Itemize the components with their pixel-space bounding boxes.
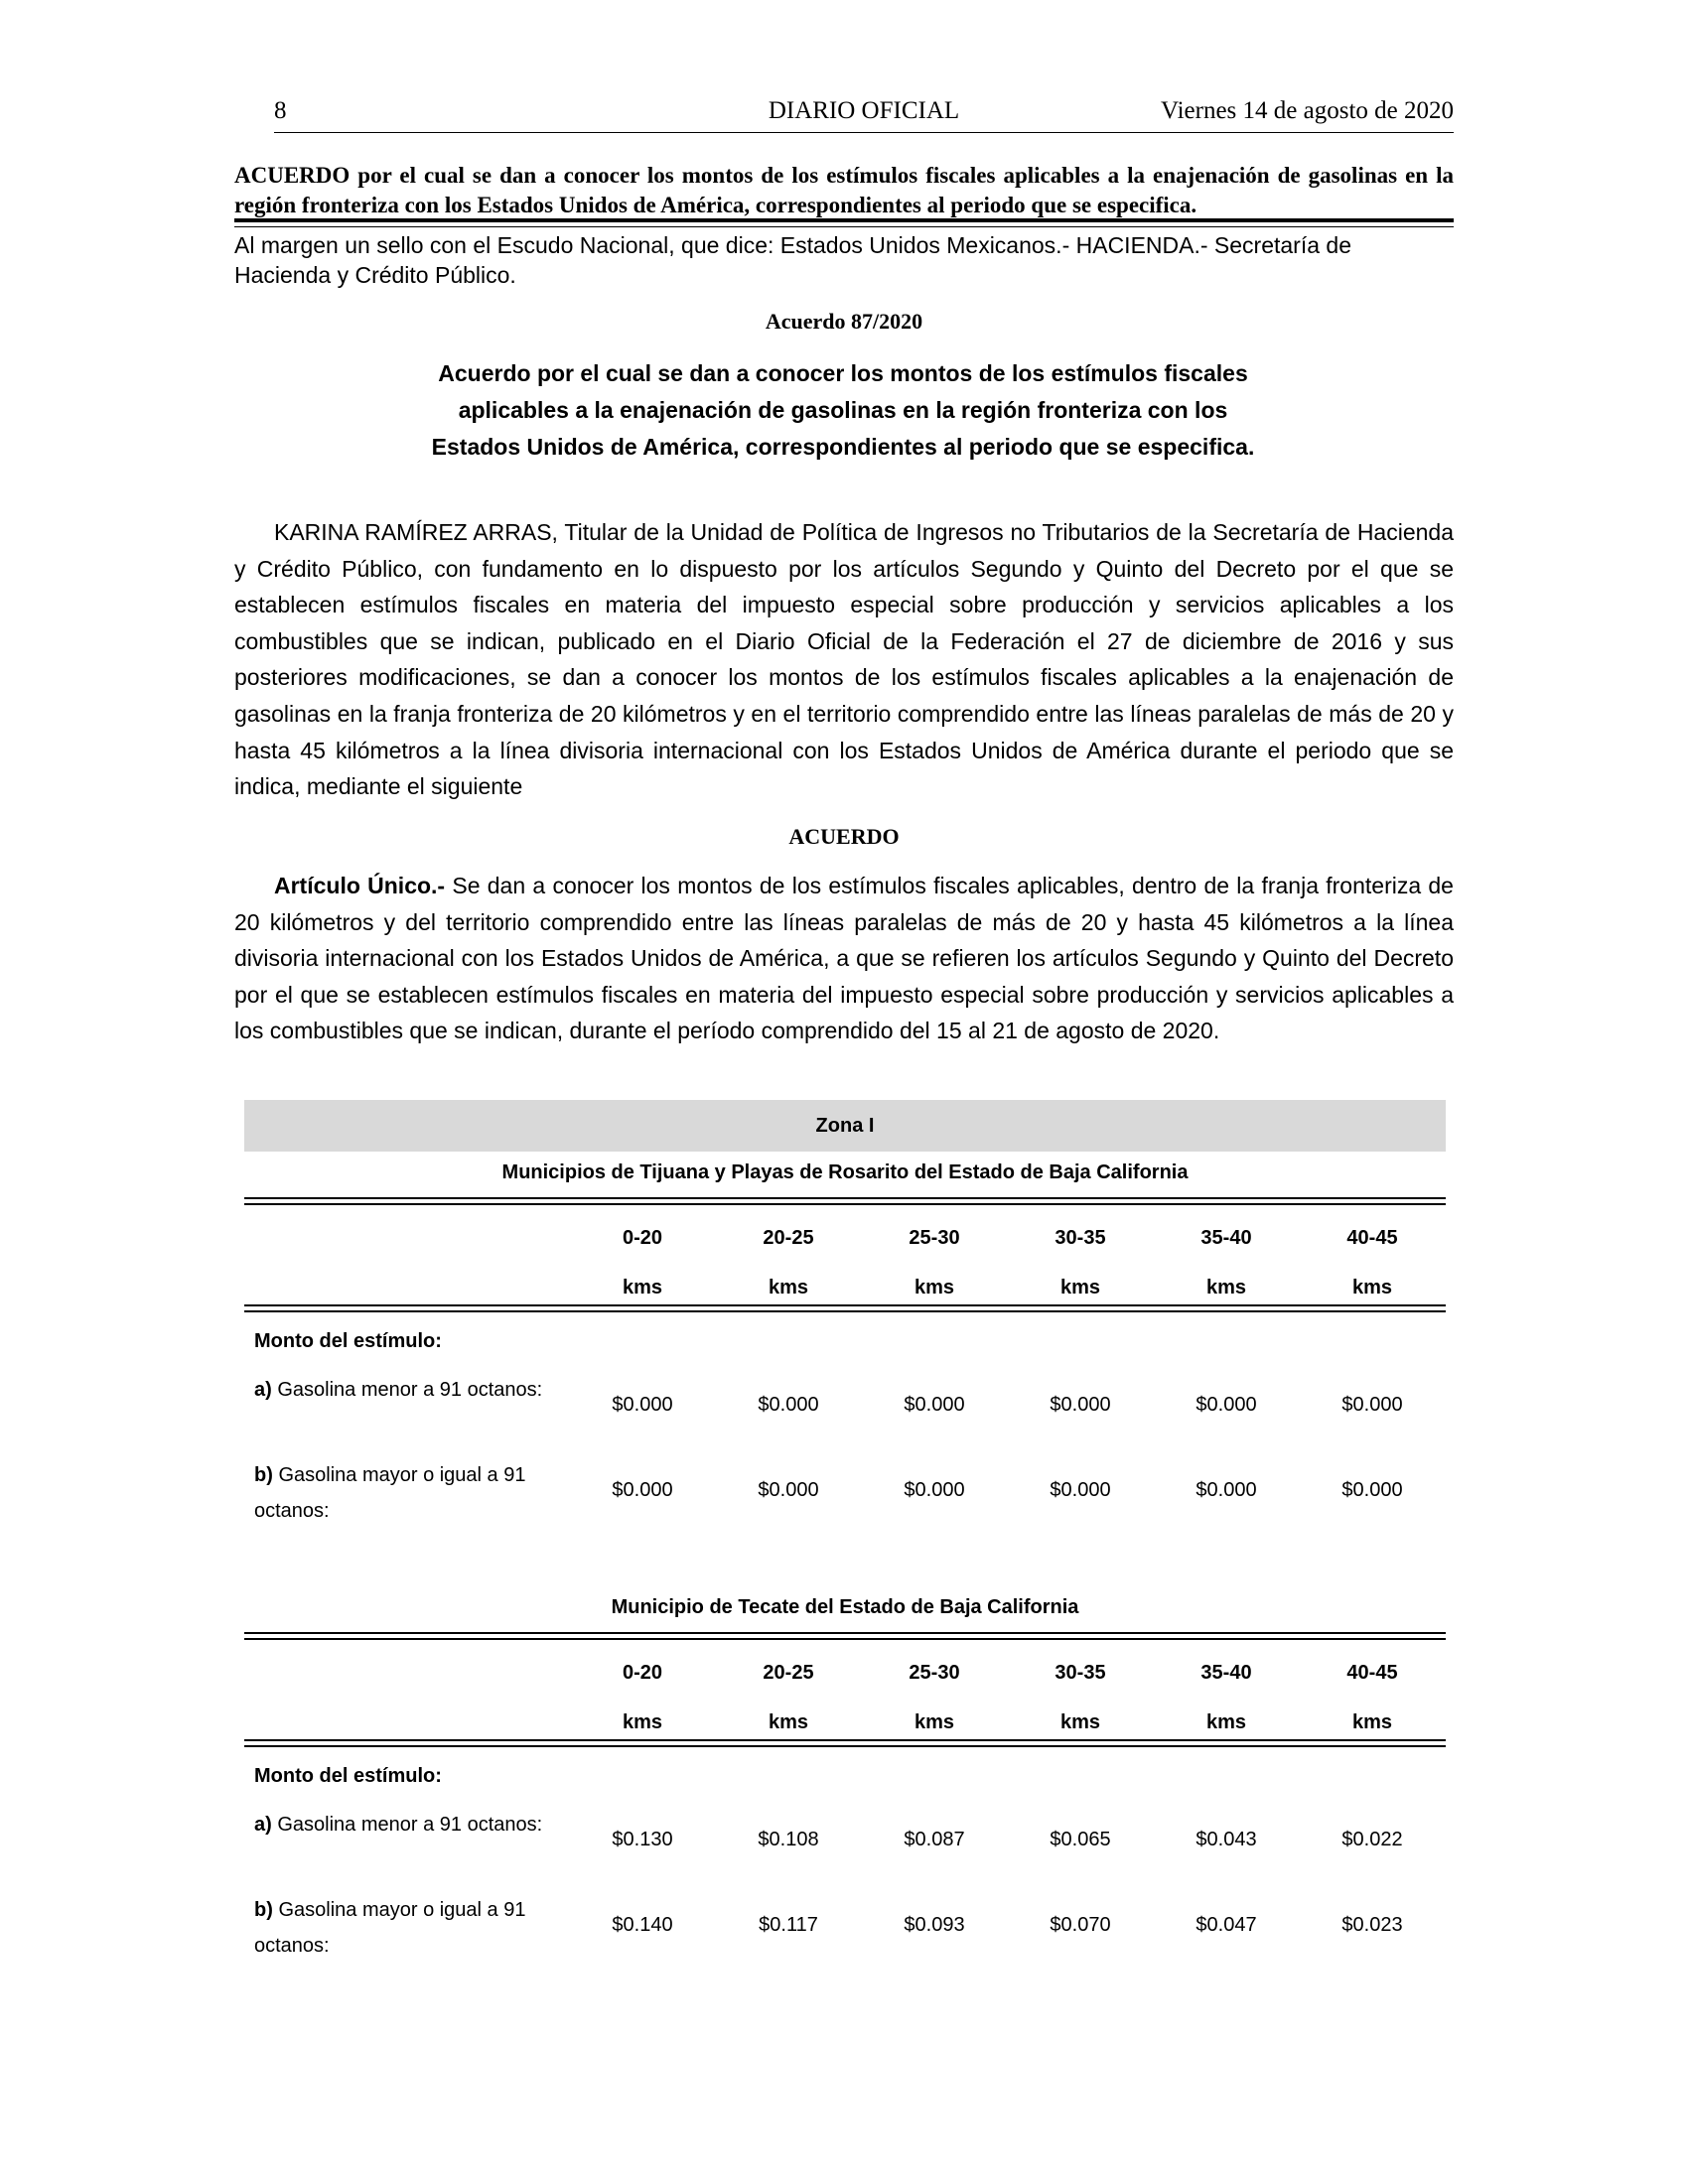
page-number: 8	[274, 97, 287, 124]
publication-name: DIARIO OFICIAL	[768, 97, 960, 124]
row-label-body: Gasolina menor a 91 octanos:	[271, 1814, 543, 1836]
stimulus-value: $0.022	[1341, 1829, 1403, 1850]
stimulus-value: $0.043	[1196, 1829, 1257, 1850]
column-unit: kms	[768, 1711, 809, 1733]
column-unit: kms	[1351, 1277, 1393, 1298]
stimulus-value: $0.070	[1050, 1914, 1111, 1936]
column-range: 20-25	[763, 1227, 814, 1249]
table-title: Municipios de Tijuana y Playas de Rosarito del Estado de Baja California	[501, 1161, 1189, 1183]
table-header-rule	[244, 1304, 1446, 1312]
article-label: Artículo Único.-	[274, 873, 446, 898]
row-prefix: a)	[254, 1379, 272, 1401]
column-unit: kms	[914, 1711, 955, 1733]
table-row-label	[254, 1457, 557, 1529]
margin-note: Al margen un sello con el Escudo Nacional, que dice: Estados Unidos Mexicanos.- HACIENDA.- Secretaría de Hacienda y Crédito Público.	[234, 232, 1351, 288]
column-unit: kms	[622, 1711, 663, 1733]
header-rule	[274, 132, 1454, 133]
table-header-rule	[244, 1739, 1446, 1747]
stimulus-value: $0.000	[1196, 1394, 1257, 1416]
title-rule	[234, 218, 1454, 222]
column-range: 25-30	[909, 1227, 960, 1249]
stimulus-value: $0.023	[1341, 1914, 1403, 1936]
column-unit: kms	[768, 1277, 809, 1298]
table-title: Municipio de Tecate del Estado de Baja California	[611, 1596, 1079, 1618]
stimulus-value: $0.108	[758, 1829, 819, 1850]
column-unit: kms	[622, 1277, 663, 1298]
stimulus-value: $0.065	[1050, 1829, 1111, 1850]
row-label-body: Gasolina mayor o igual a 91 octanos:	[254, 1464, 526, 1522]
stimulus-value: $0.130	[612, 1829, 673, 1850]
table-row-label	[254, 1892, 557, 1964]
column-unit: kms	[1205, 1711, 1247, 1733]
row-prefix: b)	[254, 1464, 273, 1486]
publication-date: Viernes 14 de agosto de 2020	[1161, 97, 1454, 124]
stimulus-value: $0.000	[1341, 1394, 1403, 1416]
column-range: 0-20	[622, 1662, 663, 1684]
preamble-paragraph: KARINA RAMÍREZ ARRAS, Titular de la Unidad de Política de Ingresos no Tributarios de la Secretaría de Hacienda y Crédito Público, con fundamento en lo dispuesto por los artículos Segundo y Quinto del Decreto por el que se establecen estímulos fiscales en materia del impuesto especial sobre producción y servicios aplicables a los combustibles que se indican, publicado en el Diario Oficial de la Federación el 27 de diciembre de 2016 y sus posteriores modificaciones, se dan a conocer los montos de los estímulos fiscales aplicables a la enajenación de gasolinas en la franja fronteriza de 20 kilómetros y en el territorio comprendido entre las líneas paralelas de más de 20 y hasta 45 kilómetros a la línea divisoria internacional con los Estados Unidos de América durante el periodo que se indica, mediante el siguiente	[234, 519, 1454, 800]
row-prefix: a)	[254, 1814, 272, 1836]
column-range: 20-25	[763, 1662, 814, 1684]
column-unit: kms	[1059, 1711, 1101, 1733]
running-header	[274, 97, 1454, 131]
column-unit: kms	[1059, 1277, 1101, 1298]
summary-title: ACUERDO por el cual se dan a conocer los montos de los estímulos fiscales aplicables a la enajenación de gasolinas en la región fronteriza con los Estados Unidos de América, correspondientes al periodo que se especifica.	[234, 163, 1454, 217]
column-range: 35-40	[1200, 1662, 1252, 1684]
monto-label: Monto del estímulo:	[254, 1330, 442, 1352]
stimulus-value: $0.140	[612, 1914, 673, 1936]
column-range: 30-35	[1055, 1662, 1106, 1684]
stimulus-value: $0.047	[1196, 1914, 1257, 1936]
stimulus-value: $0.000	[612, 1479, 673, 1501]
column-range: 30-35	[1055, 1227, 1106, 1249]
stimulus-value: $0.000	[904, 1479, 965, 1501]
column-range: 35-40	[1200, 1227, 1252, 1249]
stimulus-value: $0.093	[904, 1914, 965, 1936]
table-top-rule	[244, 1632, 1446, 1640]
column-range: 40-45	[1346, 1227, 1398, 1249]
stimulus-value: $0.000	[1196, 1479, 1257, 1501]
zone-header: Zona I	[244, 1100, 1446, 1152]
column-range: 25-30	[909, 1662, 960, 1684]
column-range: 0-20	[622, 1227, 663, 1249]
acuerdo-heading: ACUERDO	[788, 824, 900, 849]
monto-label: Monto del estímulo:	[254, 1765, 442, 1787]
column-unit: kms	[914, 1277, 955, 1298]
column-range: 40-45	[1346, 1662, 1398, 1684]
agreement-number: Acuerdo 87/2020	[765, 309, 923, 334]
column-unit: kms	[1351, 1711, 1393, 1733]
stimulus-value: $0.000	[1050, 1394, 1111, 1416]
stimulus-value: $0.117	[759, 1914, 818, 1936]
row-prefix: b)	[254, 1899, 273, 1921]
table-row-label	[254, 1372, 557, 1408]
stimulus-value: $0.000	[612, 1394, 673, 1416]
article-text: Se dan a conocer los montos de los estímulos fiscales aplicables, dentro de la franja fronteriza de 20 kilómetros y del territorio comprendido entre las líneas paralelas de más de 20 y hasta 45 kilómetros a la línea divisoria internacional con los Estados Unidos de América, a que se refieren los artículos Segundo y Quinto del Decreto por el que se establecen estímulos fiscales en materia del impuesto especial sobre producción y servicios aplicables a los combustibles que se indican, durante el período comprendido del 15 al 21 de agosto de 2020.	[234, 873, 1454, 1044]
table-top-rule	[244, 1197, 1446, 1205]
stimulus-value: $0.000	[1341, 1479, 1403, 1501]
stimulus-value: $0.000	[1050, 1479, 1111, 1501]
article-paragraph	[234, 868, 1454, 1049]
stimulus-value: $0.000	[904, 1394, 965, 1416]
agreement-title: Acuerdo por el cual se dan a conocer los montos de los estímulos fiscales aplicables a la enajenación de gasolinas en la región fronteriza con los Estados Unidos de América, correspondientes al periodo que se especifica.	[431, 360, 1255, 460]
stimulus-value: $0.087	[904, 1829, 965, 1850]
title-rule-thin	[234, 226, 1454, 227]
stimulus-value: $0.000	[758, 1479, 819, 1501]
row-label-body: Gasolina menor a 91 octanos:	[271, 1379, 543, 1401]
row-label-body: Gasolina mayor o igual a 91 octanos:	[254, 1899, 526, 1957]
table-row-label	[254, 1807, 557, 1843]
column-unit: kms	[1205, 1277, 1247, 1298]
stimulus-value: $0.000	[758, 1394, 819, 1416]
